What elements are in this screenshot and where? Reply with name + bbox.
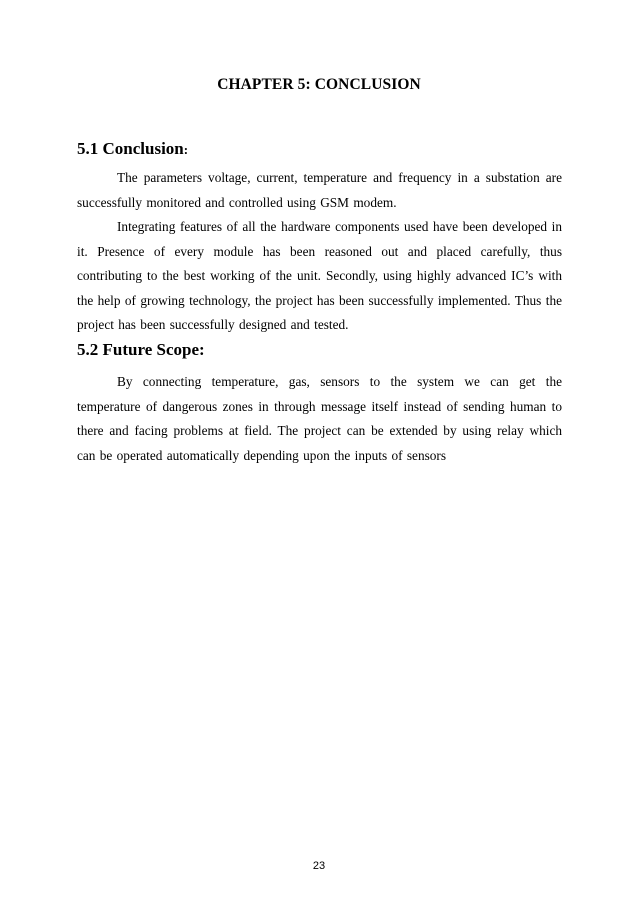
section-future-scope (77, 340, 562, 360)
chapter-title: CHAPTER 5: CONCLUSION (217, 76, 421, 93)
conclusion-paragraph-1: The parameters voltage, current, temperature and frequency in a substation are successfully monitored and controlled using GSM modem. (77, 170, 562, 210)
conclusion-paragraph-2: Integrating features of all the hardware components used have been developed in it. Presence of every module has been reasoned out and placed carefully, thus contributing to the best working of the unit. Secondly, using highly advanced IC’s with the help of growing technology, the project has been successfully implemented. Thus the project has been successfully designed and tested. (77, 219, 562, 332)
section-heading-suffix: : (183, 142, 189, 157)
section-heading-text: 5.1 Conclusion (77, 139, 184, 158)
future-scope-paragraph: By connecting temperature, gas, sensors to the system we can get the temperature of dangerous zones in through message itself instead of sending human to there and facing problems at field. The project can be extended by using relay which can be operated automatically depending upon the inputs of sensors (77, 374, 562, 463)
section-heading-conclusion (77, 139, 562, 159)
page-number: 23 (312, 860, 326, 872)
section-conclusion (77, 139, 562, 159)
section-heading-future-scope: 5.2 Future Scope: (77, 340, 205, 359)
